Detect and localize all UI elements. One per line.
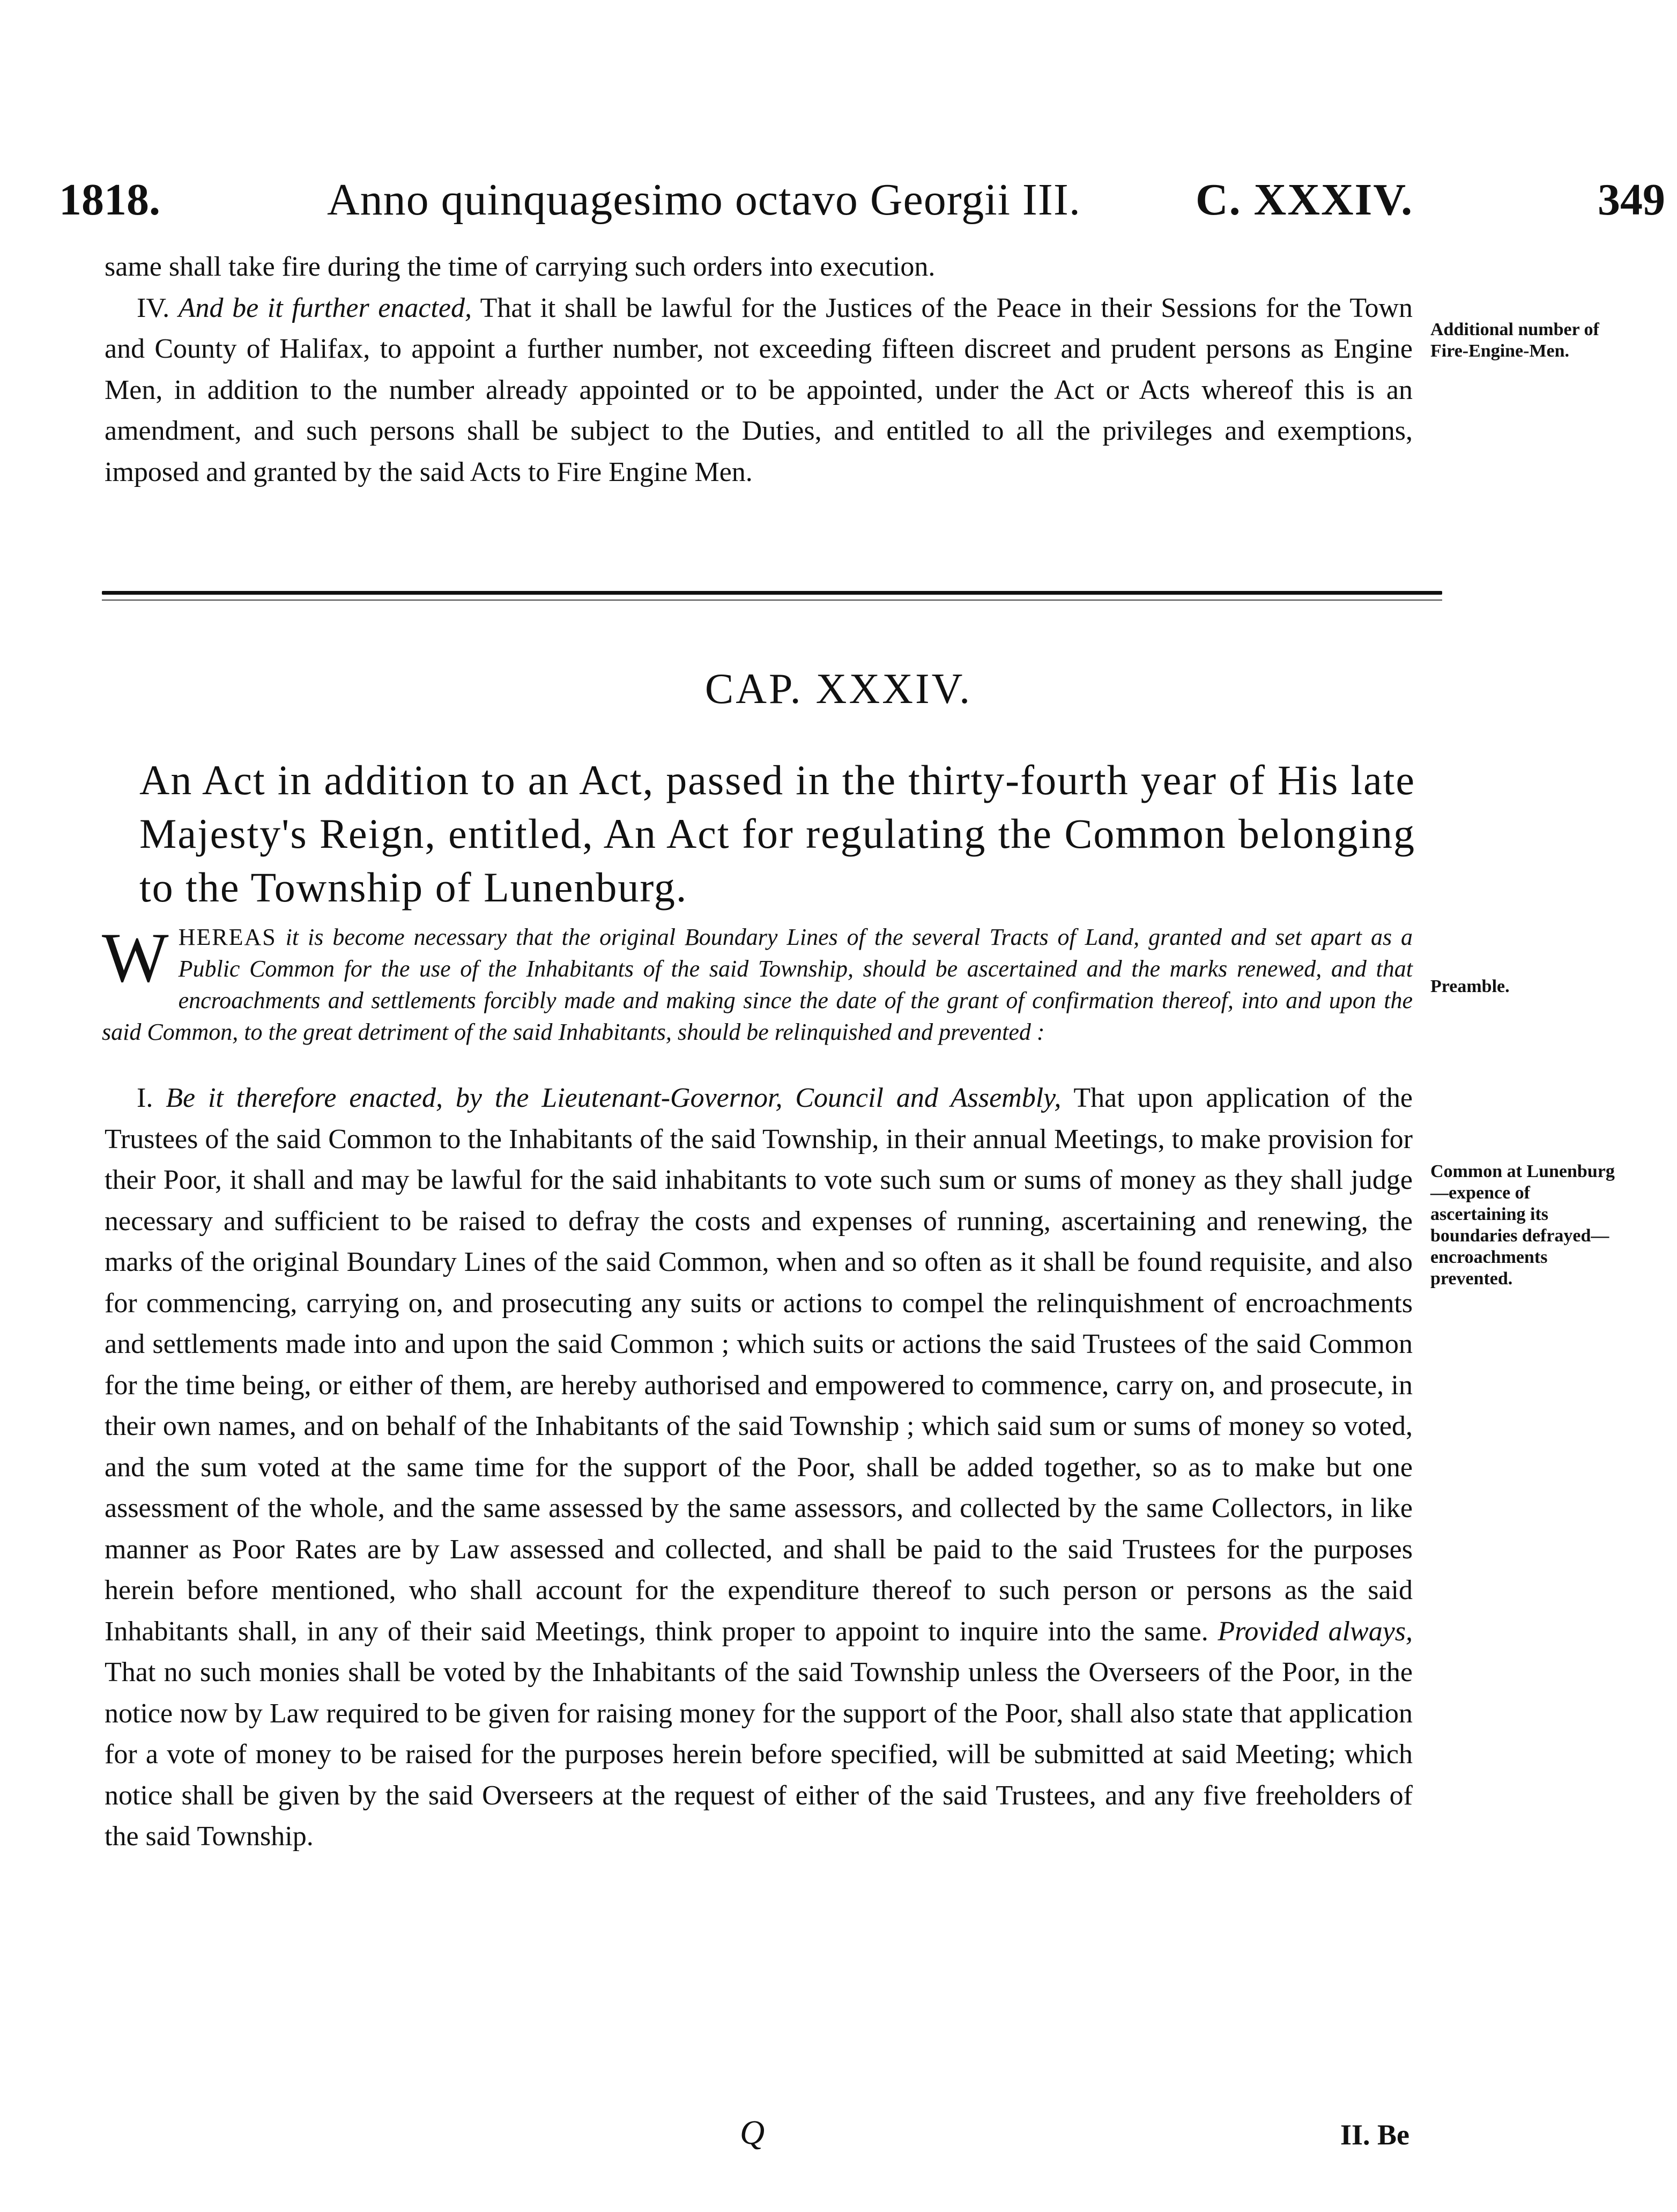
preamble-opening-word: HEREAS — [178, 924, 277, 950]
header-chapter: C. XXXIV. — [1196, 175, 1414, 225]
act-title: An Act in addition to an Act, passed in the thirty-fourth year of His late Majesty's Reign, entitled, An Act for regulating the Common belonging to the Township of Lunenburg. — [139, 757, 1415, 911]
page-number: 349 — [1598, 175, 1665, 225]
preamble-text: it is become necessary that the original Boundary Lines of the several Tracts of Land, granted and set apart as a Public Common for the use of the Inhabitants of the said Township, should be ascertained and the marks renewed, and that encroachments and settlements forcibly made and making since the date of the grant of confirmation thereof, into and upon the said Common, to the great detriment of the said Inhabitants, should be relinquished and prevented : — [102, 924, 1413, 1045]
previous-act-conclusion — [105, 247, 1413, 493]
section-i-text-2: That no such monies shall be voted by the Inhabitants of the said Township unless the Overseers of the Poor, in the notice now by Law required to be given for raising money for the support of the Poor, shall also state that application for a vote of money to be raised for the purposes herein before specified, will be submitted at said Meeting; which notice shall be given by the said Overseers at the request of either of the said Trustees, and any five freeholders of the said Township. — [105, 1657, 1413, 1852]
running-head — [59, 171, 1665, 230]
section-divider-thin — [102, 600, 1442, 601]
section-i-enacting-words: Be it therefore enacted, by the Lieutenant-Governor, Council and Assembly, — [166, 1083, 1062, 1113]
drop-cap: W — [102, 918, 169, 997]
section-iv-enacting-words: And be it further enacted, — [178, 292, 472, 323]
section-i — [105, 1078, 1413, 1858]
section-i-paragraph — [105, 1078, 1413, 1858]
closing-line: same shall take fire during the time of carrying such orders into execution. — [105, 251, 936, 282]
section-i-proviso-words: Provided always, — [1218, 1616, 1413, 1647]
margin-note-preamble: Preamble. — [1430, 976, 1510, 996]
section-i-text-1: That upon application of the Trustees of the said Common to the Inhabitants of the said Township, in their annual Meetings, to make provision for their Poor, it shall and may be lawful for the said inhabitants to vote such sum or sums of money as they shall judge necessary and sufficient to be raised to defray the costs and expenses of running, ascertaining and renewing, the marks of the original Boundary Lines of the said Common, when and so often as it shall be found requisite, and also for commencing, carrying on, and prosecuting any suits or actions to compel the relinquishment of encroachments and settlements made into and upon the said Common ; which suits or actions the said Trustees of the said Common for the time being, or either of them, are hereby authorised and empowered to commence, carry on, and prosecute, in their own names, and on behalf of the Inhabitants of the said Township ; which said sum or sums of money so voted, and the sum voted at the same time for the support of the Poor, shall be added together, so as to make but one assessment of the whole, and the same assessed by the same assessors, and collected by the same Collectors, in like manner as Poor Rates are by Law assessed and collected, and shall be paid to the said Trustees for the purposes herein before mentioned, who shall account for the expenditure thereof to such person or persons as the said Inhabitants shall, in any of their said Meetings, think proper to appoint to inquire into the same. — [105, 1083, 1413, 1647]
section-iv-number: IV. — [137, 292, 170, 323]
catchword: II. Be — [1340, 2119, 1410, 2151]
header-year: 1818. — [59, 175, 160, 225]
section-i-number: I. — [137, 1083, 153, 1113]
signature-mark: Q — [740, 2113, 765, 2151]
section-iv — [105, 288, 1413, 493]
preamble — [102, 918, 1413, 1048]
section-divider — [102, 591, 1442, 595]
section-iv-text: That it shall be lawful for the Justices of the Peace in their Sessions for the Town and County of Halifax, to appoint a further number, not exceeding fifteen discreet and prudent persons as Engine Men, in addition to the number already appointed or to be appointed, under the Act or Acts whereof this is an amendment, and such persons shall be subject to the Duties, and entitled to all the privileges and exemptions, imposed and granted by the said Acts to Fire Engine Men. — [105, 292, 1413, 487]
header-title: Anno quinquagesimo octavo Georgii III. — [327, 175, 1081, 225]
margin-note-engine-men: Additional number of Fire-Engine-Men. — [1430, 320, 1599, 361]
chapter-heading: CAP. XXXIV. — [704, 665, 973, 713]
margin-note-common-lunenburg: Common at Lunenburg—expence of ascertaining its boundaries defrayed—encroachments prevented. — [1430, 1162, 1615, 1289]
